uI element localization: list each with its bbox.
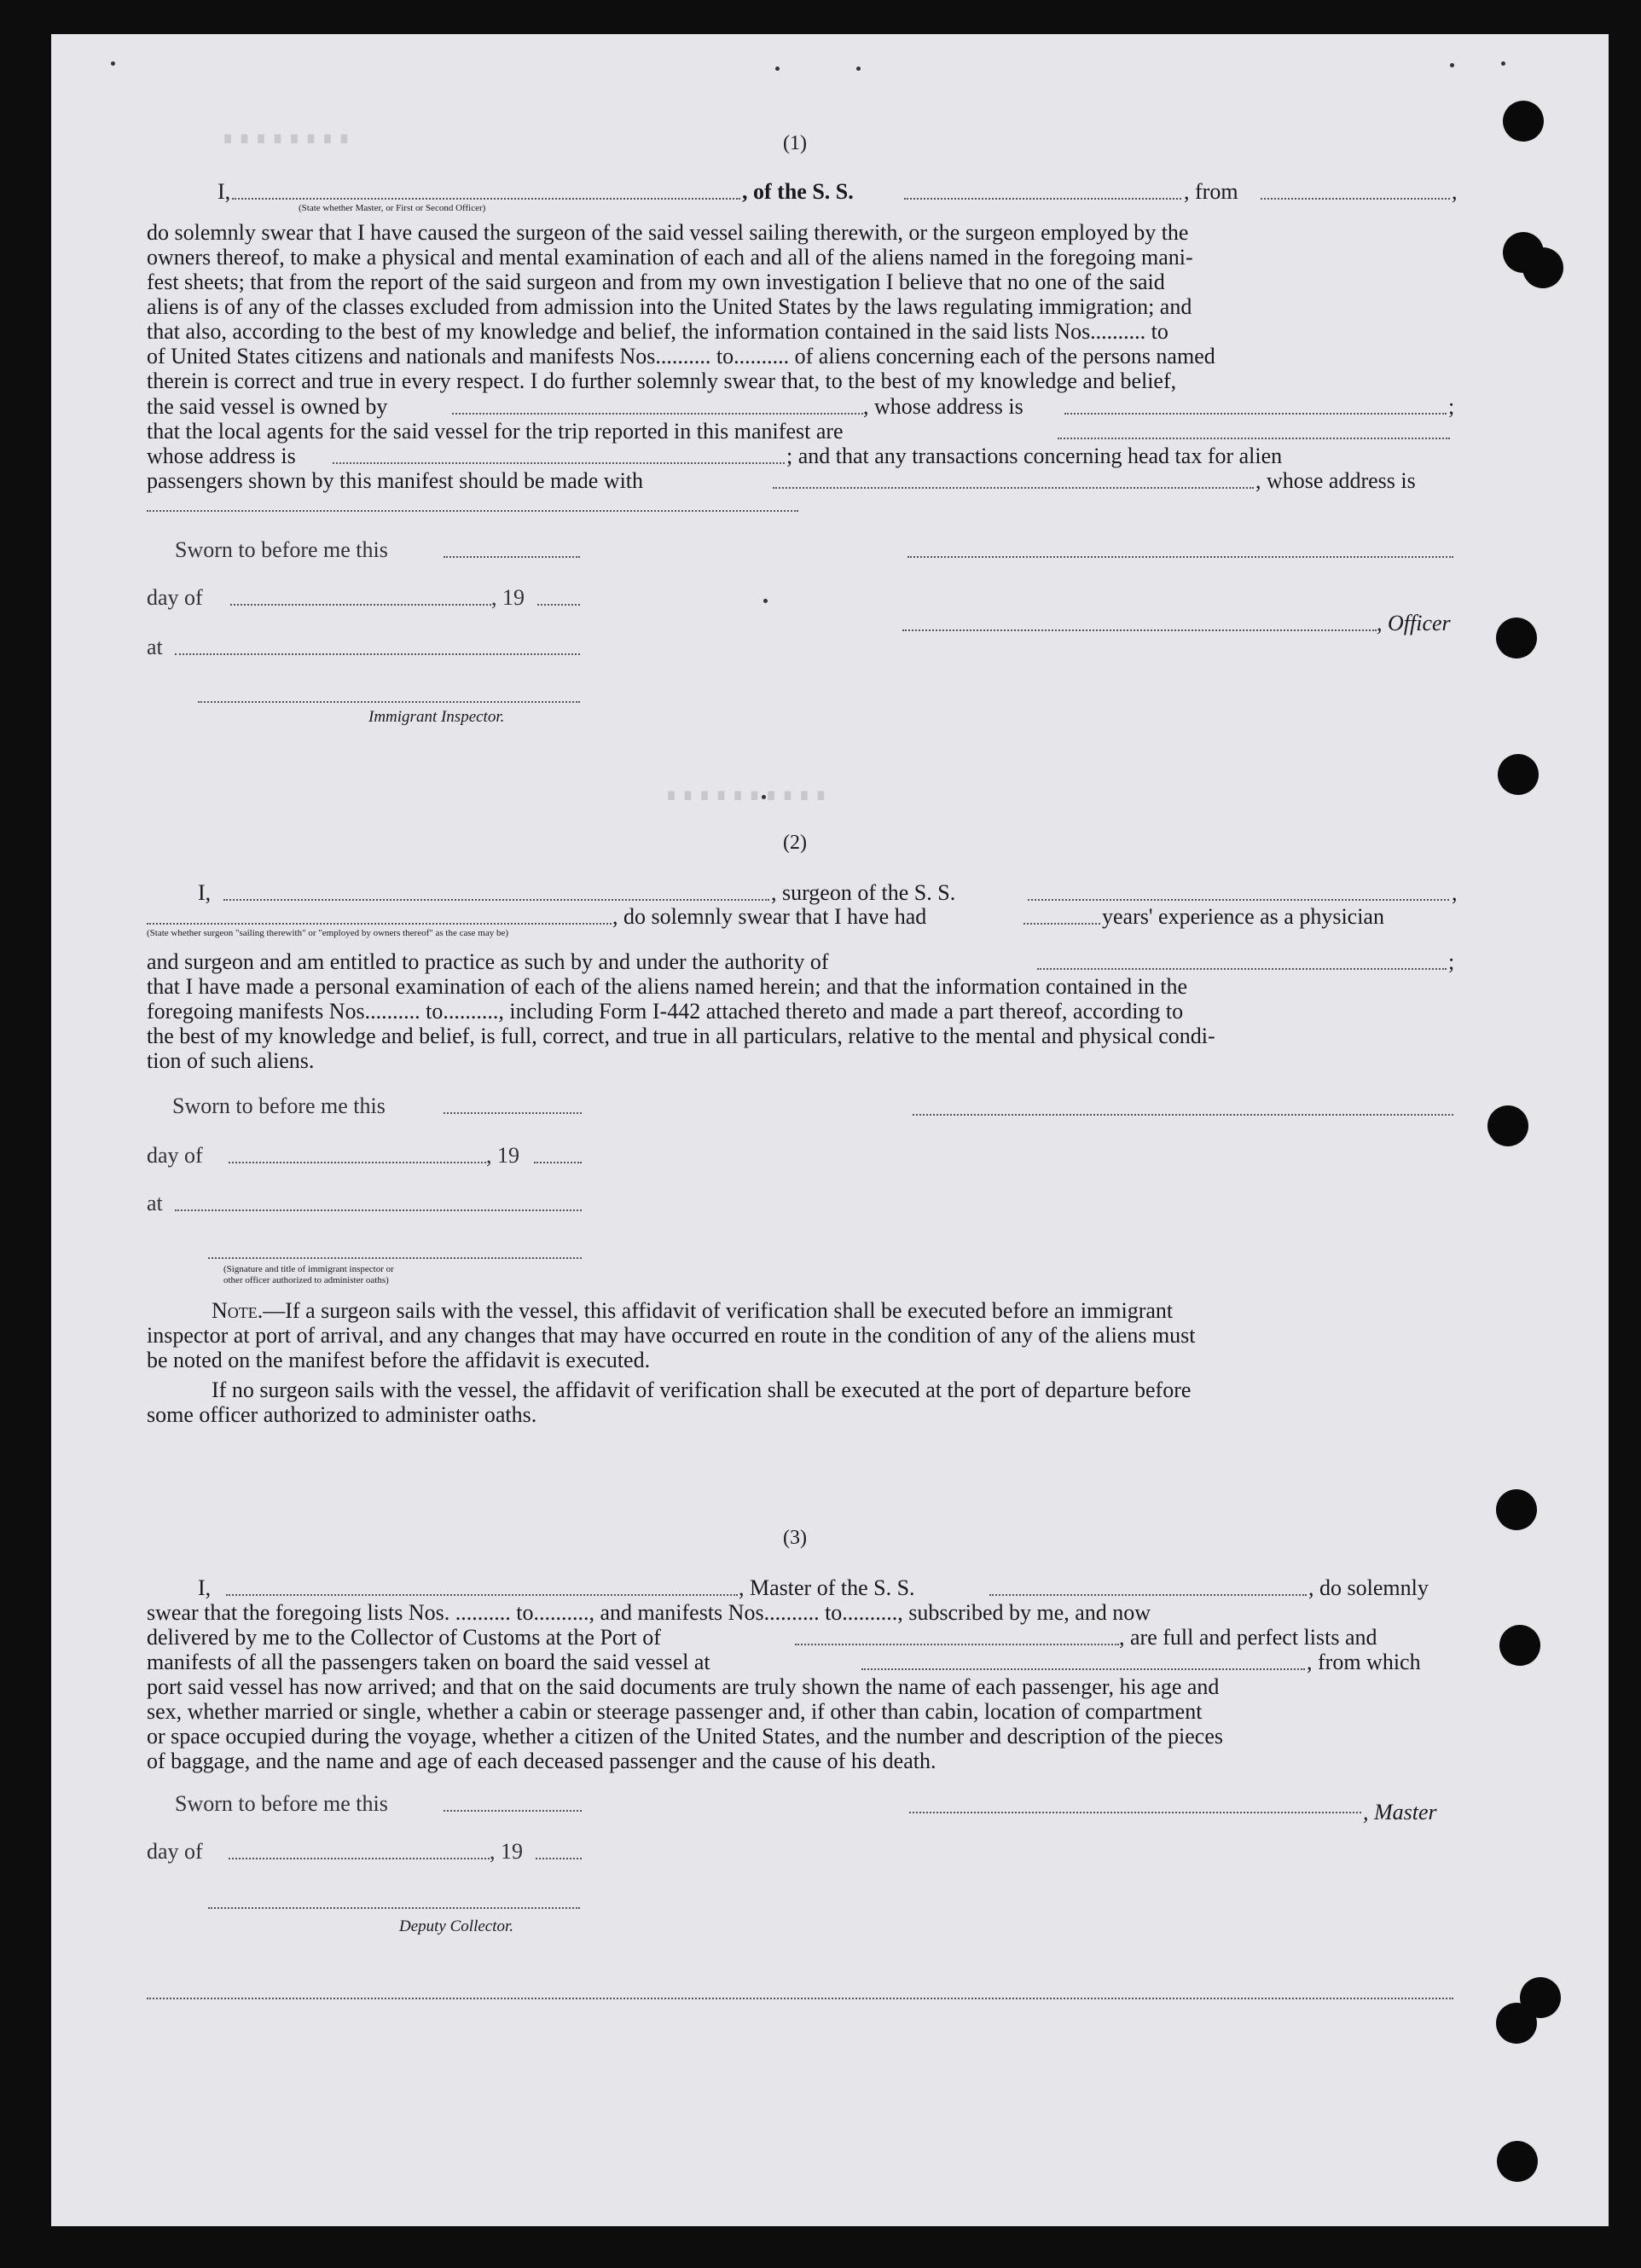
- s1-officer-signature-field[interactable]: [907, 556, 1453, 558]
- s2-ship-name-field[interactable]: [1028, 899, 1449, 901]
- punch-hole: [1497, 2141, 1538, 2182]
- s1-note-master: (State whether Master, or First or Second Officer): [299, 203, 486, 213]
- s3-body-line: port said vessel has now arrived; and that on the said documents are truly shown the name of each passenger, his age and: [147, 1674, 1220, 1699]
- s2-year-field[interactable]: [534, 1162, 582, 1163]
- punch-hole: [1496, 618, 1537, 658]
- s1-i-label: I,: [217, 179, 231, 204]
- s1-from-field[interactable]: [1261, 198, 1450, 200]
- s2-semicolon: ;: [1448, 949, 1455, 974]
- s2-surgeon-of: , surgeon of the S. S.: [771, 880, 956, 905]
- s3-body-line: or space occupied during the voyage, whether a citizen of the United States, and the number and description of the pieces: [147, 1724, 1224, 1749]
- s2-authority-field[interactable]: [1037, 968, 1447, 970]
- s2-note-text: —If a surgeon sails with the vessel, this affidavit of verification shall be executed before an immigrant: [263, 1298, 1174, 1323]
- speck: [1501, 61, 1505, 66]
- s1-body-line: of United States citizens and nationals and manifests Nos.......... to.......... of aliens concerning each of the persons named: [147, 344, 1215, 368]
- punch-hole: [1487, 1105, 1528, 1146]
- s3-master-signature-field[interactable]: [909, 1812, 1361, 1813]
- s1-whose-address-end: , whose address is: [1255, 468, 1416, 493]
- section-2-number: (2): [783, 832, 807, 854]
- s2-note-line: be noted on the manifest before the affidavit is executed.: [147, 1348, 651, 1372]
- s1-party-address-field[interactable]: [147, 510, 798, 512]
- s1-year: , 19: [491, 585, 525, 610]
- punch-hole: [1499, 1625, 1540, 1666]
- speck: [763, 599, 768, 603]
- punch-hole: [1496, 1489, 1537, 1530]
- s3-i-label: I,: [198, 1575, 212, 1600]
- s2-sig-note-2: other officer authorized to administer oaths): [223, 1275, 389, 1285]
- s3-year-field[interactable]: [536, 1858, 582, 1859]
- s3-master: , Master: [1363, 1800, 1437, 1824]
- punch-hole: [1496, 2003, 1537, 2044]
- s3-master-name-field[interactable]: [226, 1594, 738, 1596]
- s2-note-surgeon: (State whether surgeon "sailing therewith" or "employed by owners thereof" as the case may be): [147, 928, 509, 938]
- s2-inspector-signature-field[interactable]: [208, 1257, 582, 1259]
- s2-sig-note-1: (Signature and title of immigrant inspector or: [223, 1264, 394, 1274]
- s2-note2-line: If no surgeon sails with the vessel, the affidavit of verification shall be executed at the port of departure before: [212, 1378, 1192, 1402]
- s2-comma: ,: [1452, 880, 1458, 905]
- s1-head-tax: ; and that any transactions concerning head tax for alien: [786, 444, 1283, 468]
- bleed-through: ∎ ∎ ∎ ∎ ∎ ∎ ∎ ∎ ∎ ∎: [665, 783, 827, 804]
- s2-swear: , do solemnly swear that I have had: [612, 904, 927, 929]
- s2-note-head: Note.: [212, 1298, 264, 1323]
- s1-officer-title-field[interactable]: [902, 629, 1377, 631]
- s3-body-line: sex, whether married or single, whether a cabin or steerage passenger and, if other than cabin, location of compartment: [147, 1699, 1203, 1724]
- speck: [111, 61, 115, 66]
- section-3-number: (3): [783, 1527, 807, 1549]
- s1-at: at: [147, 635, 163, 659]
- s2-sworn-field[interactable]: [444, 1112, 582, 1114]
- s2-note-line: inspector at port of arrival, and any changes that may have occurred en route in the condition of any of the aliens must: [147, 1323, 1196, 1348]
- s3-body-line: of baggage, and the name and age of each deceased passenger and the cause of his death.: [147, 1749, 936, 1773]
- s1-body: [147, 220, 1458, 393]
- bottom-rule: [147, 1998, 1453, 1999]
- s1-comma: ,: [1452, 179, 1458, 204]
- s1-passengers: passengers shown by this manifest should be made with: [147, 468, 644, 493]
- s2-day-field[interactable]: [229, 1162, 486, 1163]
- s3-manifests-all: manifests of all the passengers taken on board the said vessel at: [147, 1650, 710, 1674]
- s1-whose-address-is: , whose address is: [863, 394, 1023, 419]
- s2-at: at: [147, 1191, 163, 1215]
- s2-body: [147, 974, 1458, 1073]
- s1-body-line: therein is correct and true in every respect. I do further solemnly swear that, to the best of my knowledge and belief,: [147, 368, 1177, 393]
- s2-day-of: day of: [147, 1143, 203, 1168]
- s3-year: , 19: [490, 1839, 523, 1864]
- s2-years: years' experience as a physician: [1102, 904, 1384, 929]
- s2-surgeon-name-field[interactable]: [223, 899, 769, 901]
- s3-deputy-signature-field[interactable]: [208, 1907, 580, 1909]
- s1-owned-by: the said vessel is owned by: [147, 394, 388, 419]
- s1-officer: , Officer: [1377, 611, 1451, 635]
- s2-note-line: [147, 1298, 1458, 1323]
- s3-full-perfect: , are full and perfect lists and: [1119, 1625, 1377, 1650]
- s1-whose-address: whose address is: [147, 444, 296, 468]
- s1-sworn-field[interactable]: [444, 556, 580, 558]
- s1-body-line: that also, according to the best of my knowledge and belief, the information contained in the said lists Nos.......... to: [147, 319, 1168, 344]
- s1-agents-field[interactable]: [1058, 438, 1450, 439]
- speck: [856, 67, 861, 71]
- s3-do-solemnly: , do solemnly: [1308, 1575, 1429, 1600]
- s1-body-line: do solemnly swear that I have caused the surgeon of the said vessel sailing therewith, or the surgeon employed by the: [147, 220, 1189, 245]
- s2-body-line: that I have made a personal examination of each of the aliens named herein; and that the information contained in the: [147, 974, 1188, 999]
- s3-sworn-field[interactable]: [444, 1810, 582, 1812]
- s2-body-line: foregoing manifests Nos.......... to.........., including Form I-442 attached thereto and made a part thereof, according to: [147, 999, 1184, 1024]
- bleed-through: ∎ ∎ ∎ ∎ ∎ ∎ ∎ ∎: [222, 126, 351, 148]
- s3-embark-port-field[interactable]: [861, 1668, 1305, 1670]
- s1-of-ss: , of the S. S.: [742, 179, 854, 204]
- s1-owner-address-field[interactable]: [1064, 413, 1447, 415]
- s2-i-label: I,: [198, 880, 212, 905]
- s3-sworn: Sworn to before me this: [175, 1791, 388, 1816]
- s3-master-of: , Master of the S. S.: [739, 1575, 915, 1600]
- s1-agents-address-field[interactable]: [333, 462, 785, 464]
- s2-body-line: tion of such aliens.: [147, 1048, 315, 1073]
- s1-body-line: owners thereof, to make a physical and mental examination of each and all of the aliens named in the foregoing mani-: [147, 245, 1193, 270]
- s3-swear-line: swear that the foregoing lists Nos. .......... to.........., and manifests Nos.......... to.........., subscribed by me, and now: [147, 1600, 1151, 1625]
- s1-from: , from: [1184, 179, 1238, 204]
- s1-owner-field[interactable]: [452, 413, 863, 415]
- s3-ship-name-field[interactable]: [989, 1594, 1307, 1596]
- punch-hole: [1522, 247, 1563, 288]
- s1-semicolon: ;: [1448, 394, 1455, 419]
- s2-note: [147, 1298, 1458, 1427]
- s1-at-field[interactable]: [175, 653, 580, 655]
- s1-day-field[interactable]: [230, 604, 491, 606]
- s3-from-which: , from which: [1307, 1650, 1421, 1674]
- s2-surgeon-signature-field[interactable]: [913, 1114, 1453, 1116]
- s3-day-field[interactable]: [229, 1858, 490, 1859]
- s1-body-line: aliens is of any of the classes excluded from admission into the United States by the laws regulating immigration; and: [147, 294, 1192, 319]
- s2-note2-line: some officer authorized to administer oaths.: [147, 1402, 537, 1427]
- speck: [1450, 63, 1454, 67]
- s1-inspector-signature-field[interactable]: [198, 701, 580, 703]
- punch-hole: [1498, 754, 1539, 795]
- s2-at-field[interactable]: [175, 1209, 582, 1211]
- s1-year-field[interactable]: [537, 604, 580, 606]
- s1-local-agents: that the local agents for the said vessel for the trip reported in this manifest are: [147, 419, 844, 444]
- s2-authority: and surgeon and am entitled to practice as such by and under the authority of: [147, 949, 829, 974]
- s2-sworn: Sworn to before me this: [172, 1093, 386, 1118]
- s1-head-tax-party-field[interactable]: [773, 487, 1254, 489]
- s1-day-of: day of: [147, 585, 203, 610]
- s1-body-line: fest sheets; that from the report of the said surgeon and from my own investigation I believe that no one of the said: [147, 270, 1165, 294]
- s3-deputy: Deputy Collector.: [399, 1917, 514, 1935]
- s3-port-field[interactable]: [795, 1644, 1119, 1645]
- speck: [775, 67, 780, 71]
- s1-sworn: Sworn to before me this: [175, 537, 388, 562]
- s3-delivered: delivered by me to the Collector of Customs at the Port of: [147, 1625, 661, 1650]
- s2-year: , 19: [486, 1143, 519, 1168]
- s3-body: [147, 1674, 1458, 1773]
- s1-ship-name-field[interactable]: [904, 198, 1181, 200]
- s1-officer-name-field[interactable]: [232, 198, 740, 200]
- s1-inspector: Immigrant Inspector.: [368, 708, 505, 726]
- section-1-number: (1): [783, 132, 807, 154]
- s3-day-of: day of: [147, 1839, 203, 1864]
- s2-years-field[interactable]: [1023, 923, 1100, 925]
- s2-body-line: the best of my knowledge and belief, is full, correct, and true in all particulars, relative to the mental and physical condi-: [147, 1024, 1215, 1048]
- s2-surgeon-type-field[interactable]: [147, 923, 612, 925]
